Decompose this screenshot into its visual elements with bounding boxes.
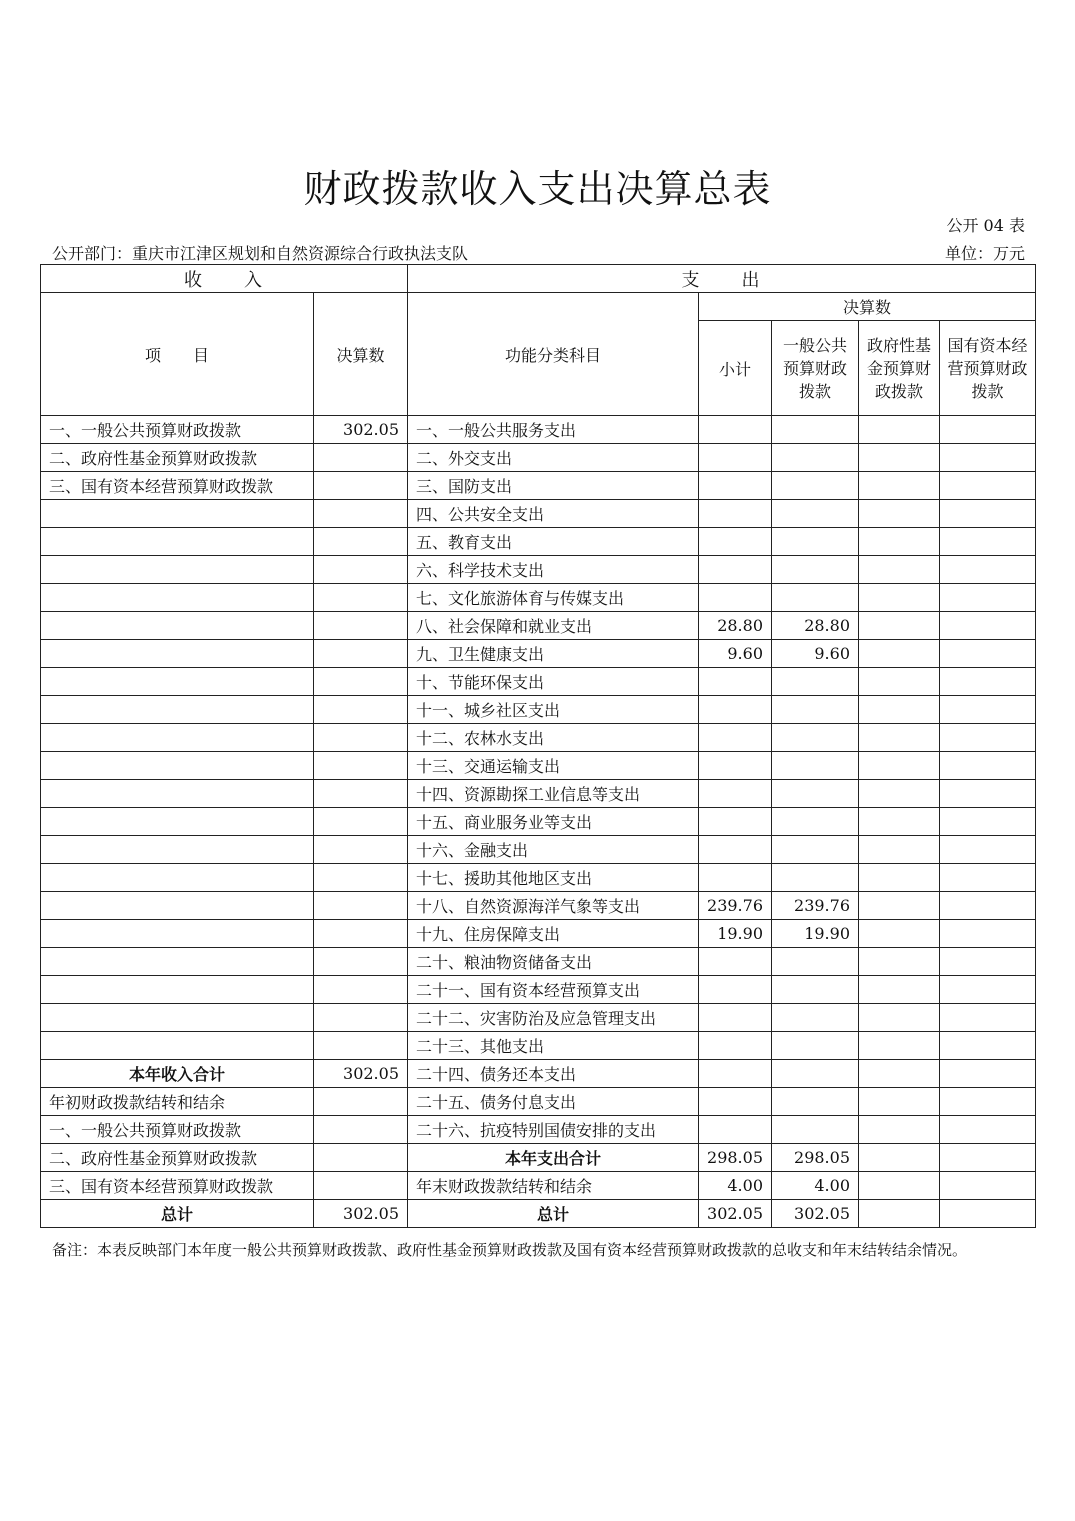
state-capital-cell — [940, 836, 1036, 864]
expense-cell: 总计 — [408, 1200, 699, 1228]
gov-fund-cell — [859, 808, 940, 836]
table-row — [41, 1088, 1036, 1116]
gov-fund-cell — [859, 584, 940, 612]
income-amount-cell — [314, 920, 408, 948]
state-capital-cell — [940, 808, 1036, 836]
income-amount-cell — [314, 724, 408, 752]
subtotal-cell: 302.05 — [699, 1200, 772, 1228]
state-capital-cell — [940, 752, 1036, 780]
general-budget-cell — [772, 444, 859, 472]
finance-table — [40, 264, 1036, 1228]
table-row — [41, 584, 1036, 612]
state-capital-cell — [940, 780, 1036, 808]
table-row — [41, 472, 1036, 500]
income-amount-cell — [314, 612, 408, 640]
general-budget-cell — [772, 1032, 859, 1060]
income-amount-cell — [314, 556, 408, 584]
state-capital-cell — [940, 1144, 1036, 1172]
general-budget-cell — [772, 724, 859, 752]
state-capital-cell — [940, 556, 1036, 584]
income-amount-cell — [314, 752, 408, 780]
expense-cell: 三、国防支出 — [408, 472, 699, 500]
gov-fund-cell — [859, 892, 940, 920]
gov-fund-cell — [859, 556, 940, 584]
form-number: 公开 04 表 — [946, 216, 1025, 235]
state-capital-cell — [940, 416, 1036, 444]
page-title: 财政拨款收入支出决算总表 — [303, 167, 772, 211]
subtotal-cell — [699, 1032, 772, 1060]
subtotal-cell: 298.05 — [699, 1144, 772, 1172]
subtotal-cell — [699, 696, 772, 724]
expense-cell: 二十五、债务付息支出 — [408, 1088, 699, 1116]
income-amount-cell — [314, 1172, 408, 1200]
state-capital-cell — [940, 920, 1036, 948]
general-budget-cell — [772, 1116, 859, 1144]
general-budget-cell — [772, 528, 859, 556]
department-label: 公开部门：重庆市江津区规划和自然资源综合行政执法支队 — [52, 244, 469, 263]
subtotal-cell — [699, 444, 772, 472]
subtotal-cell — [699, 836, 772, 864]
table-row — [41, 1060, 1036, 1088]
expense-cell: 二十二、灾害防治及应急管理支出 — [408, 1004, 699, 1032]
gov-fund-cell — [859, 780, 940, 808]
general-budget-cell: 9.60 — [772, 640, 859, 668]
general-budget-header: 一般公共预算财政拨款 — [772, 321, 859, 416]
state-capital-cell — [940, 584, 1036, 612]
income-cell — [41, 808, 314, 836]
income-cell — [41, 976, 314, 1004]
subtotal-cell — [699, 780, 772, 808]
general-budget-cell — [772, 948, 859, 976]
gov-fund-cell — [859, 1060, 940, 1088]
state-capital-cell — [940, 528, 1036, 556]
expense-cell: 五、教育支出 — [408, 528, 699, 556]
gov-fund-cell — [859, 696, 940, 724]
income-amount-cell — [314, 1004, 408, 1032]
state-capital-cell — [940, 444, 1036, 472]
subtotal-header: 小计 — [699, 321, 772, 416]
income-amount-cell — [314, 584, 408, 612]
general-budget-cell — [772, 696, 859, 724]
expense-cell: 二、外交支出 — [408, 444, 699, 472]
function-header: 功能分类科目 — [408, 293, 699, 416]
subtotal-cell — [699, 528, 772, 556]
expense-cell: 一、一般公共服务支出 — [408, 416, 699, 444]
gov-fund-cell — [859, 472, 940, 500]
gov-fund-cell — [859, 668, 940, 696]
income-cell: 总计 — [41, 1200, 314, 1228]
table-row — [41, 1172, 1036, 1200]
expense-cell: 二十一、国有资本经营预算支出 — [408, 976, 699, 1004]
income-cell — [41, 640, 314, 668]
state-capital-cell — [940, 1172, 1036, 1200]
income-amount-cell — [314, 864, 408, 892]
gov-fund-cell — [859, 1032, 940, 1060]
expense-cell: 十七、援助其他地区支出 — [408, 864, 699, 892]
expense-cell: 十一、城乡社区支出 — [408, 696, 699, 724]
subtotal-cell — [699, 668, 772, 696]
subtotal-cell: 19.90 — [699, 920, 772, 948]
income-amount-cell — [314, 500, 408, 528]
general-budget-cell — [772, 556, 859, 584]
income-amount-cell — [314, 1144, 408, 1172]
state-capital-cell — [940, 612, 1036, 640]
expense-cell: 十五、商业服务业等支出 — [408, 808, 699, 836]
expense-cell: 本年支出合计 — [408, 1144, 699, 1172]
expense-cell: 十二、农林水支出 — [408, 724, 699, 752]
subtotal-cell — [699, 1088, 772, 1116]
table-row — [41, 444, 1036, 472]
subtotal-cell — [699, 1004, 772, 1032]
subtotal-cell — [699, 500, 772, 528]
income-amount-cell — [314, 668, 408, 696]
table-row — [41, 500, 1036, 528]
income-cell — [41, 920, 314, 948]
footnote: 备注：本表反映部门本年度一般公共预算财政拨款、政府性基金预算财政拨款及国有资本经营预算财政拨款的总收支和年末结转结余情况。 — [52, 1241, 968, 1259]
state-capital-header: 国有资本经营预算财政拨款 — [940, 321, 1036, 416]
expense-cell: 八、社会保障和就业支出 — [408, 612, 699, 640]
income-cell — [41, 556, 314, 584]
table-row — [41, 780, 1036, 808]
gov-fund-cell — [859, 1172, 940, 1200]
state-capital-cell — [940, 1200, 1036, 1228]
general-budget-cell — [772, 500, 859, 528]
income-cell — [41, 696, 314, 724]
gov-fund-cell — [859, 444, 940, 472]
expense-header: 支 出 — [408, 265, 1036, 293]
income-amount-cell — [314, 836, 408, 864]
income-amount-cell: 302.05 — [314, 416, 408, 444]
income-cell — [41, 864, 314, 892]
state-capital-cell — [940, 1116, 1036, 1144]
subtotal-cell — [699, 472, 772, 500]
income-cell — [41, 724, 314, 752]
table-row — [41, 528, 1036, 556]
gov-fund-cell — [859, 1144, 940, 1172]
income-cell — [41, 668, 314, 696]
subtotal-cell — [699, 584, 772, 612]
table-row — [41, 1032, 1036, 1060]
income-cell — [41, 752, 314, 780]
final-group-header: 决算数 — [699, 293, 1036, 321]
expense-cell: 九、卫生健康支出 — [408, 640, 699, 668]
expense-cell: 十九、住房保障支出 — [408, 920, 699, 948]
general-budget-cell — [772, 864, 859, 892]
general-budget-cell — [772, 976, 859, 1004]
expense-cell: 二十六、抗疫特别国债安排的支出 — [408, 1116, 699, 1144]
income-cell — [41, 612, 314, 640]
subtotal-cell: 9.60 — [699, 640, 772, 668]
subtotal-cell — [699, 1116, 772, 1144]
subtotal-cell — [699, 724, 772, 752]
gov-fund-cell — [859, 1088, 940, 1116]
table-body — [41, 416, 1036, 1228]
state-capital-cell — [940, 1004, 1036, 1032]
table-row — [41, 668, 1036, 696]
income-amount-cell: 302.05 — [314, 1200, 408, 1228]
table-row — [41, 808, 1036, 836]
income-amount-cell — [314, 640, 408, 668]
table-row — [41, 1116, 1036, 1144]
general-budget-cell — [772, 668, 859, 696]
income-amount-cell — [314, 1088, 408, 1116]
income-cell: 二、政府性基金预算财政拨款 — [41, 1144, 314, 1172]
subtotal-cell: 28.80 — [699, 612, 772, 640]
gov-fund-cell — [859, 948, 940, 976]
gov-fund-cell — [859, 752, 940, 780]
income-cell: 一、一般公共预算财政拨款 — [41, 1116, 314, 1144]
state-capital-cell — [940, 1088, 1036, 1116]
income-cell: 本年收入合计 — [41, 1060, 314, 1088]
expense-cell: 四、公共安全支出 — [408, 500, 699, 528]
subtotal-cell — [699, 864, 772, 892]
subtotal-cell: 239.76 — [699, 892, 772, 920]
gov-fund-cell — [859, 416, 940, 444]
gov-fund-cell — [859, 920, 940, 948]
subtotal-cell — [699, 752, 772, 780]
gov-fund-header: 政府性基金预算财政拨款 — [859, 321, 940, 416]
table-row — [41, 556, 1036, 584]
state-capital-cell — [940, 1060, 1036, 1088]
income-header: 收 入 — [41, 265, 408, 293]
expense-cell: 七、文化旅游体育与传媒支出 — [408, 584, 699, 612]
gov-fund-cell — [859, 1116, 940, 1144]
table-row — [41, 1144, 1036, 1172]
gov-fund-cell — [859, 976, 940, 1004]
income-cell — [41, 892, 314, 920]
table-row — [41, 920, 1036, 948]
income-cell: 三、国有资本经营预算财政拨款 — [41, 1172, 314, 1200]
table-row — [41, 724, 1036, 752]
general-budget-cell — [772, 752, 859, 780]
income-amount-cell — [314, 472, 408, 500]
table-row — [41, 836, 1036, 864]
general-budget-cell — [772, 1060, 859, 1088]
income-amount-cell: 302.05 — [314, 1060, 408, 1088]
expense-cell: 二十三、其他支出 — [408, 1032, 699, 1060]
subtotal-cell — [699, 948, 772, 976]
state-capital-cell — [940, 1032, 1036, 1060]
gov-fund-cell — [859, 612, 940, 640]
income-amount-cell — [314, 976, 408, 1004]
subtotal-cell — [699, 556, 772, 584]
table-row — [41, 752, 1036, 780]
state-capital-cell — [940, 668, 1036, 696]
expense-cell: 二十四、债务还本支出 — [408, 1060, 699, 1088]
state-capital-cell — [940, 976, 1036, 1004]
expense-cell: 十八、自然资源海洋气象等支出 — [408, 892, 699, 920]
income-amount-cell — [314, 444, 408, 472]
general-budget-cell: 4.00 — [772, 1172, 859, 1200]
expense-cell: 十四、资源勘探工业信息等支出 — [408, 780, 699, 808]
expense-cell: 十、节能环保支出 — [408, 668, 699, 696]
income-amount-cell — [314, 696, 408, 724]
state-capital-cell — [940, 892, 1036, 920]
table-row — [41, 1004, 1036, 1032]
subtotal-cell — [699, 808, 772, 836]
income-cell — [41, 948, 314, 976]
subtotal-cell — [699, 1060, 772, 1088]
gov-fund-cell — [859, 724, 940, 752]
gov-fund-cell — [859, 528, 940, 556]
general-budget-cell: 298.05 — [772, 1144, 859, 1172]
general-budget-cell — [772, 472, 859, 500]
income-cell — [41, 584, 314, 612]
unit-label: 单位：万元 — [944, 244, 1025, 263]
state-capital-cell — [940, 864, 1036, 892]
income-cell — [41, 500, 314, 528]
table-row — [41, 696, 1036, 724]
income-cell: 三、国有资本经营预算财政拨款 — [41, 472, 314, 500]
subtotal-cell — [699, 416, 772, 444]
income-amount-cell — [314, 948, 408, 976]
table-row — [41, 892, 1036, 920]
income-cell — [41, 836, 314, 864]
table-row — [41, 1200, 1036, 1228]
income-amount-cell — [314, 1116, 408, 1144]
table-row — [41, 416, 1036, 444]
income-cell — [41, 1032, 314, 1060]
income-cell: 二、政府性基金预算财政拨款 — [41, 444, 314, 472]
gov-fund-cell — [859, 640, 940, 668]
state-capital-cell — [940, 472, 1036, 500]
general-budget-cell — [772, 780, 859, 808]
income-cell — [41, 528, 314, 556]
gov-fund-cell — [859, 500, 940, 528]
income-amount-cell — [314, 892, 408, 920]
general-budget-cell — [772, 808, 859, 836]
table-row — [41, 864, 1036, 892]
table-row — [41, 640, 1036, 668]
subtotal-cell — [699, 976, 772, 1004]
table-row — [41, 612, 1036, 640]
table-row — [41, 948, 1036, 976]
income-amount-cell — [314, 808, 408, 836]
state-capital-cell — [940, 696, 1036, 724]
state-capital-cell — [940, 640, 1036, 668]
general-budget-cell — [772, 584, 859, 612]
item-header: 项 目 — [41, 293, 314, 416]
state-capital-cell — [940, 948, 1036, 976]
subtotal-cell: 4.00 — [699, 1172, 772, 1200]
general-budget-cell: 28.80 — [772, 612, 859, 640]
state-capital-cell — [940, 500, 1036, 528]
amount-header: 决算数 — [314, 293, 408, 416]
expense-cell: 六、科学技术支出 — [408, 556, 699, 584]
state-capital-cell — [940, 724, 1036, 752]
income-amount-cell — [314, 1032, 408, 1060]
income-cell: 年初财政拨款结转和结余 — [41, 1088, 314, 1116]
general-budget-cell — [772, 1088, 859, 1116]
general-budget-cell — [772, 1004, 859, 1032]
gov-fund-cell — [859, 1004, 940, 1032]
general-budget-cell — [772, 416, 859, 444]
general-budget-cell — [772, 836, 859, 864]
income-amount-cell — [314, 528, 408, 556]
income-amount-cell — [314, 780, 408, 808]
income-cell — [41, 1004, 314, 1032]
table-row — [41, 976, 1036, 1004]
expense-cell: 年末财政拨款结转和结余 — [408, 1172, 699, 1200]
gov-fund-cell — [859, 1200, 940, 1228]
gov-fund-cell — [859, 836, 940, 864]
income-cell: 一、一般公共预算财政拨款 — [41, 416, 314, 444]
income-cell — [41, 780, 314, 808]
expense-cell: 十三、交通运输支出 — [408, 752, 699, 780]
general-budget-cell: 239.76 — [772, 892, 859, 920]
general-budget-cell: 19.90 — [772, 920, 859, 948]
expense-cell: 二十、粮油物资储备支出 — [408, 948, 699, 976]
general-budget-cell: 302.05 — [772, 1200, 859, 1228]
gov-fund-cell — [859, 864, 940, 892]
expense-cell: 十六、金融支出 — [408, 836, 699, 864]
